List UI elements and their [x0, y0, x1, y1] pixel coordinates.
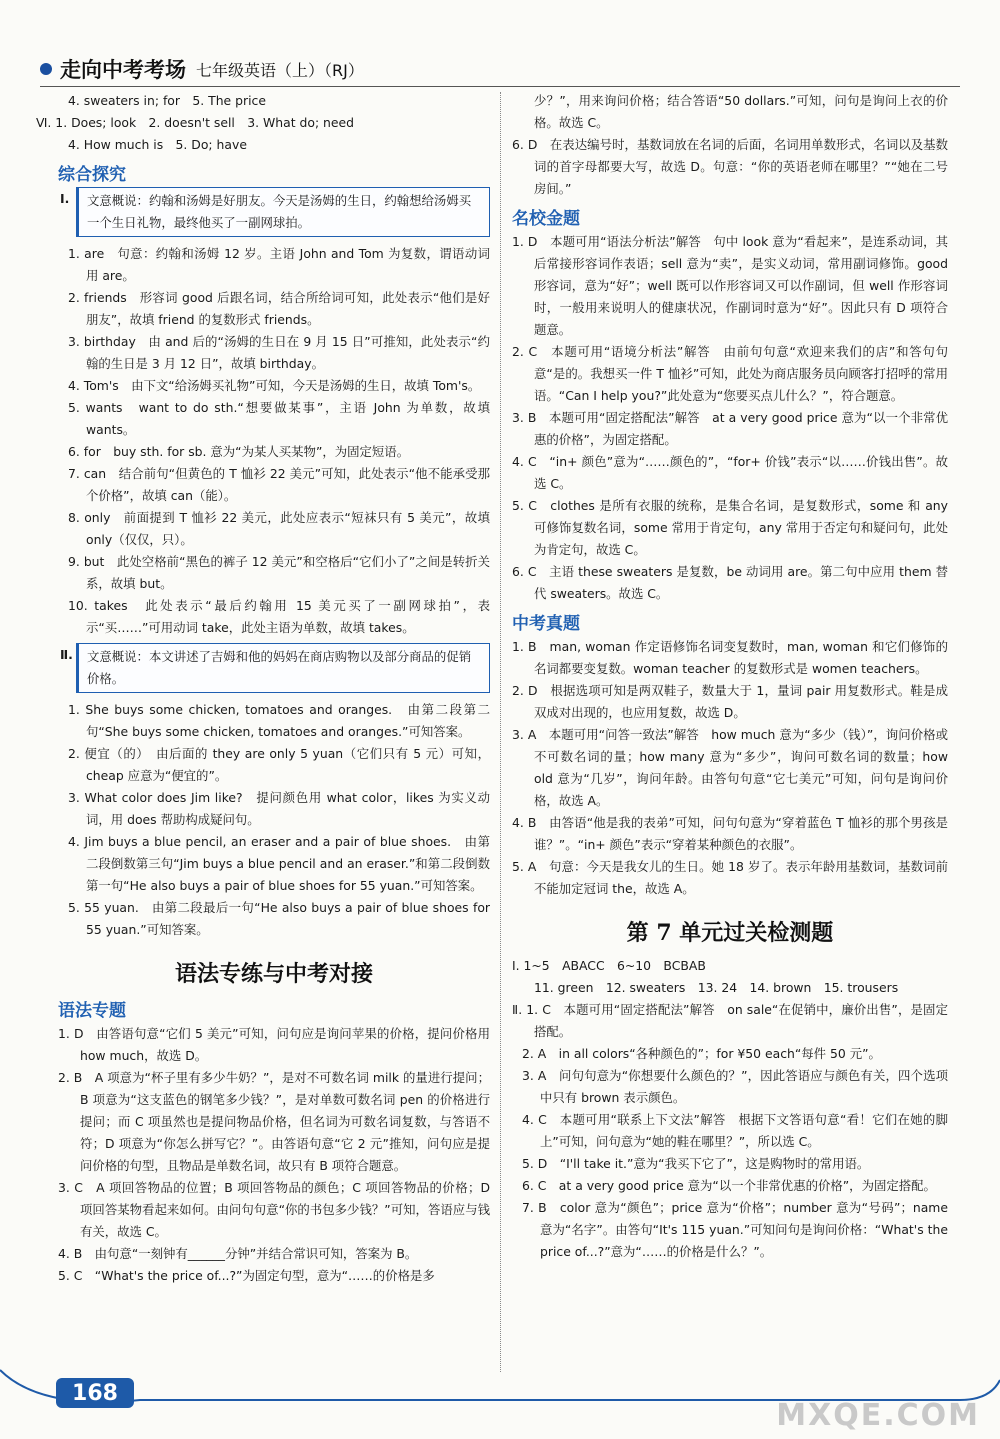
- answer-item: 4. B 由句意“一刻钟有______分钟”并结合常识可知，答案为 B。: [58, 1246, 418, 1261]
- summary-box: 文意概说：本文讲述了吉姆和他的妈妈在商店购物以及部分商品的促销价格。: [76, 643, 490, 693]
- chapter-title: 第 7 单元过关检测题: [626, 920, 834, 946]
- right-column: [512, 90, 948, 1263]
- answer-item: 8. only 前面提到 T 恤衫 22 美元，此处应表示“短袜只有 5 美元”，故填 only（仅仅，只）。: [68, 510, 490, 547]
- answer-line: 少？”，用来询问价格；结合答语“50 dollars.”可知，问句是询问上衣的价格。故选 C。: [534, 93, 948, 130]
- part-label: Ⅱ.: [60, 647, 73, 662]
- answer-line: 4. How much is 5. Do; have: [68, 137, 247, 152]
- answer-item: 4. Jim buys a blue pencil, an eraser and a pair of blue shoes. 由第二段倒数第三句“Jim buys a blue pencil and an eraser.”和第二段倒数第一句“He also buys a pair of blue shoes for 55 yuan.”可知答案。: [68, 834, 490, 893]
- answer-item: 1. B man, woman 作定语修饰名词变复数时，man, woman 和它们修饰的名词都要变复数。woman teacher 的复数形式是 women teachers。: [512, 639, 948, 676]
- answer-item: 3. A 问句句意为“你想要什么颜色的？”，因此答语应与颜色有关，四个选项中只有 brown 表示颜色。: [522, 1068, 948, 1105]
- answer-item: 2. friends 形容词 good 后跟名词，结合所给词可知，此处表示“他们是好朋友”，故填 friend 的复数形式 friends。: [68, 290, 490, 327]
- answer-item: 2. D 根据选项可知是两双鞋子，数量大于 1，量词 pair 用复数形式。鞋是成双成对出现的，也应用复数，故选 D。: [512, 683, 948, 720]
- section-title: 中考真题: [512, 614, 580, 634]
- answer-item: 2. B A 项意为“杯子里有多少牛奶？”，是对不可数名词 milk 的量进行提问；B 项意为“这支蓝色的钢笔多少钱？”，是对单数可数名词 pen 的价格进行提问；而 C 项虽然也是提问物品价格，但名词为可数名词复数，与答语不符；D 项意为“你怎么拼写它？”。由答语句意“它 2 元”推知，问句应是提问价格的句型，且物品是单数名词，故只有 B 项符合题意。: [58, 1070, 490, 1173]
- answer-item: 7. can 结合前句“但黄色的 T 恤衫 22 美元”可知，此处表示“他不能承受那个价格”，故填 can（能）。: [68, 466, 490, 503]
- answer-item: 6. for buy sth. for sb. 意为“为某人买某物”，为固定短语。: [68, 444, 410, 459]
- answer-item: 1. She buys some chicken, tomatoes and oranges. 由第二段第二句“She buys some chicken, tomatoes and oranges.”可知答案。: [68, 702, 490, 739]
- page-header: [40, 54, 364, 84]
- chapter-title: 语法专练与中考对接: [174, 961, 373, 987]
- summary-box: 文意概说：约翰和汤姆是好朋友。今天是汤姆的生日，约翰想给汤姆买一个生日礼物，最终他买了一副网球拍。: [76, 187, 490, 237]
- answer-line: Ⅰ. 1~5 ABACC 6~10 BCBAB: [512, 958, 706, 973]
- answer-item: 3. B 本题可用“固定搭配法”解答 at a very good price 意为“以一个非常优惠的价格”，为固定搭配。: [512, 410, 948, 447]
- answer-item: 5. C “What's the price of...?”为固定句型，意为“……的价格是多: [58, 1268, 435, 1283]
- answer-item: 10. takes 此处表示“最后约翰用 15 美元买了一副网球拍”，表示“买……”可用动词 take，此处主语为单数，故填 takes。: [68, 598, 490, 635]
- answer-line: 11. green 12. sweaters 13. 24 14. brown 15. trousers: [534, 980, 899, 995]
- part-label: Ⅰ.: [60, 191, 70, 206]
- answer-list: [512, 999, 948, 1263]
- answer-item: 5. A 句意：今天是我女儿的生日。她 18 岁了。表示年龄用基数词，基数词前不能加定冠词 the，故选 A。: [512, 859, 948, 896]
- answer-item: 2. C 本题可用“语境分析法”解答 由前句句意“欢迎来我们的店”和答句句意“是的。我想买一件 T 恤衫”可知，此处为商店服务员向顾客打招呼的常用语。“Can I help you?”此处意为“您要买点儿什么？”，符合题意。: [512, 344, 948, 403]
- answer-item: 6. C 主语 these sweaters 是复数，be 动词用 are。第二句中应用 them 替代 sweaters。故选 C。: [512, 564, 948, 601]
- answer-item: 4. B 由答语“他是我的表弟”可知，问句句意为“穿着蓝色 T 恤衫的那个男孩是谁？”。“in+ 颜色”表示“穿着某种颜色的衣服”。: [512, 815, 948, 852]
- answer-item: 1. D 本题可用“语法分析法”解答 句中 look 意为“看起来”，是连系动词，其后常接形容词作表语；sell 意为“卖”，是实义动词，常用副词修饰。good 形容词，意为“好”；well 既可以作形容词又可以作副词，但 well 作形容词时，一般用来说明人的健康状况，作副词时意为“好”。因此只有 D 项符合题意。: [512, 234, 948, 337]
- watermark: MXQE.COM: [776, 1398, 980, 1433]
- answer-list: [58, 699, 490, 941]
- answer-item: 2. 便宜（的） 由后面的 they are only 5 yuan（它们只有 5 元）可知，cheap 应意为“便宜的”。: [68, 746, 490, 783]
- section-title: 语法专题: [58, 1001, 126, 1021]
- answer-item: 3. A 本题可用“问答一致法”解答 how much 意为“多少（钱）”，询问价格或不可数名词的量；how many 意为“多少”，询问可数名词的数量；how old 意为“几岁”，询问年龄。由答句句意“它七美元”可知，问句是询问价格，故选 A。: [512, 727, 948, 808]
- answer-item: 3. birthday 由 and 后的“汤姆的生日在 9 月 15 日”可推知，此处表示“约翰的生日是 3 月 12 日”，故填 birthday。: [68, 334, 490, 371]
- answer-line: Ⅵ. 1. Does; look 2. doesn't sell 3. What do; need: [36, 115, 355, 130]
- answer-item: 9. but 此处空格前“黑色的裤子 12 美元”和空格后“它们小了”之间是转折关系，故填 but。: [68, 554, 490, 591]
- bullet-icon: [40, 63, 52, 75]
- column-divider: [500, 92, 501, 1372]
- page-number: 168: [56, 1378, 134, 1408]
- left-column: [36, 90, 490, 1287]
- answer-item: 3. What color does Jim like? 提问颜色用 what color，likes 为实义动词，用 does 帮助构成疑问句。: [68, 790, 490, 827]
- answer-line: 4. sweaters in; for 5. The price: [68, 93, 266, 108]
- section-title: 综合探究: [58, 165, 126, 185]
- answer-list: [512, 231, 948, 605]
- answer-list: [58, 243, 490, 639]
- answer-item: 3. C A 项回答物品的位置；B 项回答物品的颜色；C 项回答物品的价格；D 项回答某物看起来如何。由问句句意“你的书包多少钱？”可知，答语应与钱有关，故选 C。: [58, 1180, 490, 1239]
- answer-item: 7. B color 意为“颜色”；price 意为“价格”；number 意为“号码”；name 意为“名字”。由答句“It's 115 yuan.”可知问句是询问价格：“What's the price of...?”意为“……的价格是什么？”。: [522, 1200, 948, 1259]
- answer-list: [512, 636, 948, 900]
- answer-item: 6. D 在表达编号时，基数词放在名词的后面，名词用单数形式，名词以及基数词的首字母都要大写，故选 D。句意：“你的英语老师在哪里？”“她在二号房间。”: [512, 137, 948, 196]
- answer-item: 4. Tom's 由下文“给汤姆买礼物”可知，今天是汤姆的生日，故填 Tom's。: [68, 378, 481, 393]
- answer-item: 2. A in all colors“各种颜色的”；for ¥50 each“每件 50 元”。: [522, 1046, 881, 1061]
- answer-item: 5. D “I'll take it.”意为“我买下它了”，这是购物时的常用语。: [522, 1156, 870, 1171]
- answer-item: 6. C at a very good price 意为“以一个非常优惠的价格”，为固定搭配。: [522, 1178, 936, 1193]
- section-title: 名校金题: [512, 209, 580, 229]
- answer-item: 1. D 由答语句意“它们 5 美元”可知，问句应是询问苹果的价格，提问价格用 how much，故选 D。: [58, 1026, 490, 1063]
- answer-list: [58, 1023, 490, 1287]
- book-title: 走向中考考场: [60, 57, 186, 82]
- book-subtitle: 七年级英语（上）（RJ）: [196, 60, 364, 80]
- answer-item: 5. wants want to do sth.“想要做某事”，主语 John 为单数，故填 wants。: [68, 400, 490, 437]
- answer-item: 4. C “in+ 颜色”意为“……颜色的”，“for+ 价钱”表示“以……价钱出售”。故选 C。: [512, 454, 948, 491]
- answer-item: 1. are 句意：约翰和汤姆 12 岁。主语 John and Tom 为复数，谓语动词用 are。: [68, 246, 490, 283]
- header-rule: [40, 86, 960, 87]
- answer-item: 5. C clothes 是所有衣服的统称，是集合名词，是复数形式，some 和 any 可修饰复数名词，some 常用于肯定句，any 常用于否定句和疑问句，此处为肯定句，故选 C。: [512, 498, 948, 557]
- answer-item: Ⅱ. 1. C 本题可用“固定搭配法”解答 on sale“在促销中，廉价出售”，是固定搭配。: [512, 1002, 948, 1039]
- answer-item: 5. 55 yuan. 由第二段最后一句“He also buys a pair of blue shoes for 55 yuan.”可知答案。: [68, 900, 490, 937]
- answer-item: 4. C 本题可用“联系上下文法”解答 根据下文答语句意“看！它们在她的脚上”可知，问句意为“她的鞋在哪里？”，所以选 C。: [522, 1112, 948, 1149]
